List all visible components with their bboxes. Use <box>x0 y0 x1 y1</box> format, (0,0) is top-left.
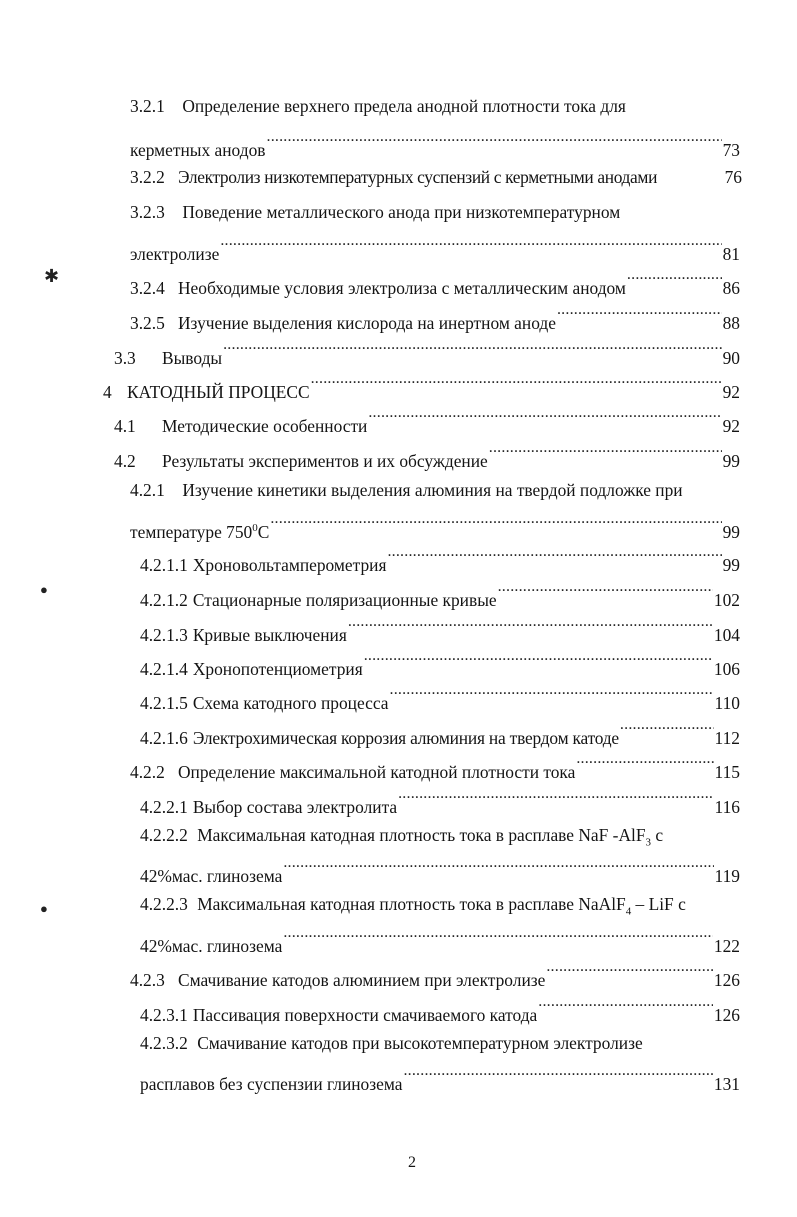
toc-page: 99 <box>722 522 740 542</box>
toc-number: 4.2.1.5 <box>140 693 188 713</box>
toc-entry-3-2-1-cont[interactable] <box>130 130 740 160</box>
toc-number: 4.2.2.1 <box>140 797 188 817</box>
toc-title-tail: – LiF с <box>631 894 686 914</box>
page-number: 2 <box>408 1154 416 1171</box>
toc-title-text: Максимальная катодная плотность тока в расплаве NaAlF <box>197 894 626 914</box>
toc-leader <box>223 338 722 364</box>
toc-title: Электрохимическая коррозия алюминия на твердом катоде <box>192 728 619 748</box>
toc-page: 119 <box>714 866 740 886</box>
toc-title: Схема катодного процесса <box>192 693 389 713</box>
toc-title: 42%мас. глинозема <box>140 866 283 886</box>
toc-title: керметных анодов <box>130 140 266 160</box>
toc-entry-3-2-2[interactable] <box>130 164 742 190</box>
toc-number: 4.2.1 <box>130 480 165 500</box>
toc-title-unit: С <box>257 522 270 542</box>
toc-leader <box>368 406 721 432</box>
toc-leader <box>398 787 713 813</box>
toc-page: 106 <box>713 659 740 679</box>
toc-leader <box>627 268 722 294</box>
toc-title: Кривые выключения <box>192 625 347 645</box>
toc-page: 126 <box>713 1005 740 1025</box>
toc-title: расплавов без суспензии глинозема <box>140 1074 403 1094</box>
scan-mark-dot: ● <box>40 582 48 597</box>
toc-number: 4 <box>103 382 112 402</box>
toc-leader <box>557 303 722 329</box>
toc-leader <box>538 995 713 1021</box>
toc-title: Результаты экспериментов и их обсуждение <box>162 451 488 471</box>
toc-entry-4-2-2[interactable] <box>130 752 740 782</box>
toc-title-text: Максимальная катодная плотность тока в расплаве NaF -AlF <box>197 825 646 845</box>
toc-leader <box>576 752 713 778</box>
toc-number: 4.2.3.2 <box>140 1033 188 1053</box>
toc-title: Пассивация поверхности смачиваемого катода <box>192 1005 538 1025</box>
toc-title: Выбор состава электролита <box>192 797 398 817</box>
toc-page: 104 <box>713 625 740 645</box>
toc-leader <box>311 372 722 398</box>
toc-entry-4-2-2-2[interactable] <box>140 822 663 848</box>
toc-page: 102 <box>713 590 740 610</box>
toc-entry-4-2-1-5[interactable] <box>140 683 740 713</box>
toc-page: 73 <box>722 140 740 160</box>
toc-page: 92 <box>722 416 740 436</box>
toc-leader <box>220 234 721 260</box>
toc-page: 122 <box>713 936 740 956</box>
toc-title: Необходимые условия электролиза с металлическим анодом <box>178 278 626 298</box>
toc-page: 99 <box>722 555 740 575</box>
toc-page: 99 <box>722 451 740 471</box>
subscript: 3 <box>645 836 652 849</box>
toc-page: 90 <box>722 348 740 368</box>
toc-entry-4-2-2-1[interactable] <box>140 787 740 817</box>
toc-title-text: температуре 750 <box>130 522 253 542</box>
toc-entry-4[interactable] <box>103 372 740 402</box>
toc-title: Хроновольтамперометрия <box>192 555 387 575</box>
toc-title: Хронопотенциометрия <box>192 659 363 679</box>
toc-page: 81 <box>722 244 740 264</box>
toc-number: 4.2.2.3 <box>140 894 188 914</box>
toc-title: Определение максимальной катодной плотности тока <box>178 762 576 782</box>
toc-leader <box>267 130 722 156</box>
toc-leader <box>489 441 722 467</box>
toc-page: 92 <box>722 382 740 402</box>
toc-title: Стационарные поляризационные кривые <box>192 590 497 610</box>
toc-number: 4.2.1.2 <box>140 590 188 610</box>
scan-mark-dot: ● <box>40 901 48 916</box>
toc-entry-4-2-1-cont[interactable] <box>130 512 740 542</box>
toc-leader <box>390 683 714 709</box>
toc-title: Выводы <box>162 348 223 368</box>
toc-title: Определение верхнего предела анодной плотности тока для <box>182 96 626 116</box>
toc-entry-4-2-3-2-cont[interactable] <box>140 1064 740 1094</box>
toc-entry-4-2-1-6[interactable] <box>140 718 740 748</box>
toc-number: 3.3 <box>114 348 136 368</box>
toc-page: 86 <box>722 278 740 298</box>
toc-number: 4.2.1.4 <box>140 659 188 679</box>
toc-page: 115 <box>714 762 740 782</box>
toc-entry-3-2-4[interactable] <box>130 268 740 298</box>
toc-title: Электролиз низкотемпературных суспензий с керметными анодами <box>178 167 658 187</box>
subscript: 4 <box>625 905 632 918</box>
toc-number: 4.2.2 <box>130 762 165 782</box>
toc-entry-4-2-1-4[interactable] <box>140 649 740 679</box>
toc-number: 4.1 <box>114 416 136 436</box>
toc-entry-3-3[interactable] <box>114 338 740 368</box>
toc-number: 3.2.4 <box>130 278 165 298</box>
toc-leader <box>270 512 721 538</box>
toc-number: 4.2.1.6 <box>140 728 188 748</box>
toc-title: Смачивание катодов алюминием при электролизе <box>178 970 546 990</box>
toc-entry-4-2-1-2[interactable] <box>140 580 740 610</box>
toc-title: КАТОДНЫЙ ПРОЦЕСС <box>127 382 310 402</box>
toc-page: 131 <box>713 1074 740 1094</box>
toc-leader <box>387 545 721 571</box>
toc-leader <box>403 1064 712 1090</box>
toc-title: электролизе <box>130 244 220 264</box>
toc-entry-4-2-3-2[interactable] <box>140 1030 643 1056</box>
toc-entry-4-2-3-1[interactable] <box>140 995 740 1025</box>
toc-entry-4-2-3[interactable] <box>130 960 740 990</box>
toc-title: Методические особенности <box>162 416 368 436</box>
toc-number: 3.2.5 <box>130 313 165 333</box>
toc-title: Изучение кинетики выделения алюминия на твердой подложке при <box>182 480 683 500</box>
superscript-degree: 0 <box>252 522 258 535</box>
toc-entry-4-2-2-3-cont[interactable] <box>140 926 740 956</box>
toc-entry-3-2-1[interactable] <box>130 93 626 119</box>
toc-number: 4.2 <box>114 451 136 471</box>
toc-entry-4-2-1-1[interactable] <box>140 545 740 575</box>
toc-page: 88 <box>722 313 740 333</box>
toc-leader <box>498 580 713 606</box>
toc-title: Изучение выделения кислорода на инертном аноде <box>178 313 556 333</box>
toc-number: 4.2.3.1 <box>140 1005 188 1025</box>
toc-entry-4-1[interactable] <box>114 406 740 436</box>
toc-number: 4.2.1.3 <box>140 625 188 645</box>
toc-entry-4-2-2-3[interactable] <box>140 891 686 917</box>
toc-title: 42%мас. глинозема <box>140 936 283 956</box>
toc-leader <box>364 649 713 675</box>
toc-title-tail: с <box>651 825 664 845</box>
toc-entry-4-2-1[interactable] <box>130 477 683 503</box>
toc-entry-4-2[interactable] <box>114 441 740 471</box>
toc-number: 4.2.3 <box>130 970 165 990</box>
toc-entry-3-2-5[interactable] <box>130 303 740 333</box>
toc-entry-4-2-2-2-cont[interactable] <box>140 856 740 886</box>
toc-title: Смачивание катодов при высокотемпературном электролизе <box>197 1033 643 1053</box>
toc-leader <box>546 960 713 986</box>
toc-page: 116 <box>714 797 740 817</box>
scan-mark-star: ✱ <box>44 266 60 286</box>
toc-entry-4-2-1-3[interactable] <box>140 615 740 645</box>
toc-leader <box>283 926 713 952</box>
toc-title <box>130 519 269 545</box>
toc-page: 126 <box>713 970 740 990</box>
toc-entry-3-2-3[interactable] <box>130 199 620 225</box>
toc-number: 4.2.1.1 <box>140 555 188 575</box>
toc-page: 76 <box>724 167 742 187</box>
toc-leader <box>620 718 714 744</box>
toc-page: 112 <box>714 728 740 748</box>
toc-number: 3.2.3 <box>130 202 165 222</box>
toc-number: 3.2.1 <box>130 96 165 116</box>
toc-leader <box>283 856 713 882</box>
toc-title: Поведение металлического анода при низкотемпературном <box>182 202 621 222</box>
toc-page: 110 <box>714 693 740 713</box>
toc-number: 4.2.2.2 <box>140 825 188 845</box>
toc-number: 3.2.2 <box>130 167 165 187</box>
toc-entry-3-2-3-cont[interactable] <box>130 234 740 264</box>
toc-leader <box>348 615 713 641</box>
